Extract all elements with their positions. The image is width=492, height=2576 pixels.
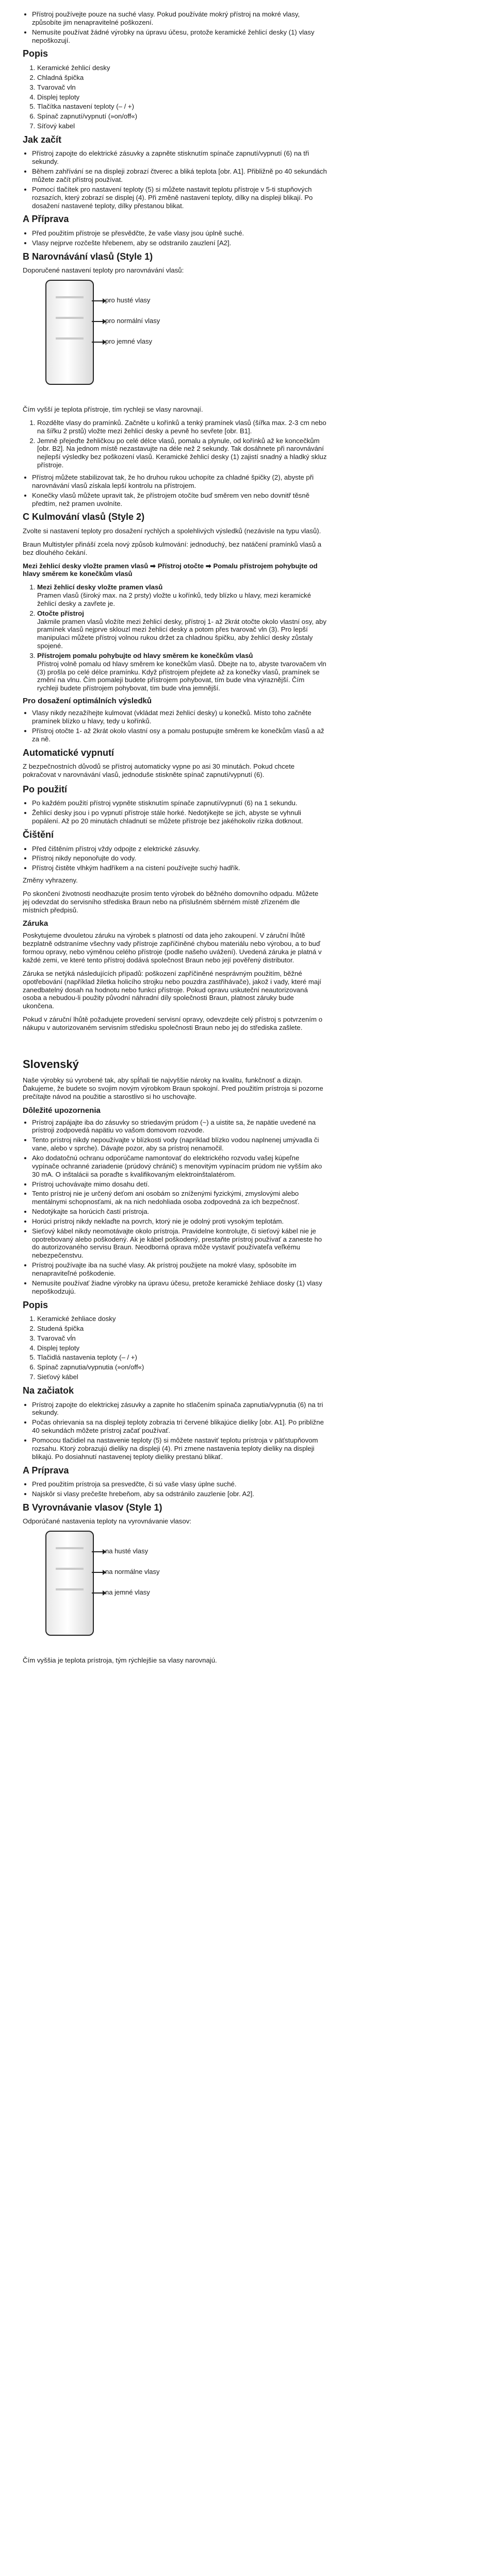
bullet: • Vlasy nikdy nezažíhejte kulmovat (vkládat mezi žehlicí desky) u konečků. Místo toho začněte pramínek blízko u hlavy, tedy u kořínků. xyxy=(32,709,327,725)
bullet: • Pomocou tlačidiel na nastavenie teploty (5) si môžete nastaviť teplotu prístroja v päťstupňovom rozsahu. Ktorý zobrazujú dieliky na displeji (4). Pri zmene nastavenia teploty dieliky na displeji blikajú. Po dosiahnutí nastavenej teploty dieliky prestanú blikať. xyxy=(32,1436,327,1461)
step: 2. Jemně přejeďte žehličkou po celé délce vlasů, pomalu a plynule, od kořínků až ke koncečkům [obr. B2]. Na jednom místě nezastavujte na déle než 2 sekundy. Tak dosáhnete při narovnávání nejlepší výsledky bez poškození vlasů. Keramické žehlicí desky (1) zajistí snadný a hladký skluz přístroje. xyxy=(37,437,327,469)
bullet: • Sieťový kábel nikdy neomotávajte okolo prístroja. Pravidelne kontrolujte, či sieťový kábel nie je opotrebovaný alebo poškodený. Ak je kábel poškodený, prestaňte prístroj používať a zaneste ho do autorizovaného servisu Braun. Neodborná oprava môže vystaviť používateľa veľkému nebezpečenstvu. xyxy=(32,1227,327,1260)
paragraph: Změny vyhrazeny. xyxy=(23,876,78,885)
step-heading: Otočte přístroj xyxy=(37,609,84,617)
intro-text: Doporučené nastavení teploty pro narovnávání vlasů: xyxy=(23,266,184,275)
intro-text: Zvolte si nastavení teploty pro dosažení rychlých a spolehlivých výsledků (nezávisle na typu vlasů). xyxy=(23,527,321,535)
bullet: • Přístroj čistěte vlhkým hadříkem a na cistení používejte suchý hadřík. xyxy=(32,864,327,872)
prep-list xyxy=(23,229,327,247)
bullet: • Tento prístroj nie je určený deťom ani osobám so zníženými fyzickými, zmyslovými alebo mentálnymi schopnosťami, ak na nich nedohliada osoba zodpovedná za ich bezpečnosť. xyxy=(32,1190,327,1206)
eco-paragraph: Po skončení životnosti neodhazujte prosím tento výrobek do běžného domovního odpadu. Můžete jej odevzdat do servisního střediska Braun nebo na příslušném sběrném místě zřízeném dle místních předpisů. xyxy=(23,889,319,914)
temperature-illustration xyxy=(23,280,327,398)
device-icon xyxy=(45,280,94,385)
temp-label: pro jemné vlasy xyxy=(105,337,153,346)
bullet: • Přístroj zapojte do elektrické zásuvky a zapněte stisknutím spínače zapnutí/vypnutí (6) na tři sekundy. xyxy=(32,149,327,166)
parts-list xyxy=(23,1315,327,1381)
bullet: • Ako dodatočnú ochranu odporúčame namontovať do elektrického rozvodu vašej kúpeľne vypínače ochranné zariadenie (prúdový chránič) s menovitým vypínacím prúdom nie vyšším ako 30 mA. O inštalácii sa poraďte s kvalifikovaným elektroinštalatérom. xyxy=(32,1154,327,1179)
step-text: Jakmile pramen vlasů vložíte mezi žehlicí desky, přístroj 1- až 2krát otočte okolo vlastní osy, aby pramínek vlasů nejprve sklouzl mezi žehlicí desky a potom přes tvarovač vln (3). Pro lepší manipulaci můžete přístroj volnou rukou držet za chladnou špičku, aby žehlicí desky zůstaly spojené. xyxy=(37,617,326,650)
bullet: • Přístroj používejte pouze na suché vlasy. Pokud používáte mokrý přístroj na mokré vlasy, způsobíte jim nenapravitelné poškození. xyxy=(32,10,327,27)
warnings-list xyxy=(23,1118,327,1296)
after-use-list xyxy=(23,799,327,825)
section-title: Popis xyxy=(23,1299,48,1310)
section-title: C Kulmování vlasů (Style 2) xyxy=(23,512,145,522)
temp-label: na jemné vlasy xyxy=(105,1588,150,1597)
part-item: 3. Tvarovač vĺn xyxy=(37,1334,327,1343)
part-item: 3. Tvarovač vln xyxy=(37,83,327,92)
paragraph: Z bezpečnostních důvodů se přístroj automaticky vypne po asi 30 minutách. Pokud chcete pokračovat v narovnávání vlasů, jednoduše stiskněte spínač zapnutí/vypnutí (6). xyxy=(23,762,295,778)
bullet: • Počas ohrievania sa na displeji teploty zobrazia tri červené blikajúce dieliky [obr. A1]. Po približne 40 sekundách môžete prístroj začať používať. xyxy=(32,1418,327,1435)
bullet: • Nemusíte používat žádné výrobky na úpravu účesu, protože keramické žehlicí desky (1) vlasy nepoškozují. xyxy=(32,28,327,45)
paragraph: Pokud v záruční lhůtě požadujete provedení servisní opravy, odevzdejte celý přístroj s potvrzením o nákupu v autorizovaném servisním středisku společnosti Braun nebo jej do střediska zašlete. xyxy=(23,1015,323,1031)
bullet: • Nemusíte používať žiadne výrobky na úpravu účesu, pretože keramické žehliace dosky (1) vlasy nepoškodzujú. xyxy=(32,1279,327,1296)
bullet: • Před čištěním přístroj vždy odpojte z elektrické zásuvky. xyxy=(32,845,327,853)
bullet: • Prístroj používajte iba na suché vlasy. Ak prístroj použijete na mokré vlasy, spôsobíte im nenapraviteľné poškodenie. xyxy=(32,1261,327,1278)
section-title: Automatické vypnutí xyxy=(23,747,114,758)
section-title: Popis xyxy=(23,48,48,59)
step xyxy=(37,583,327,608)
paragraph: Záruka se netýká následujících případů: poškození zapříčiněné nesprávným použitím, běžné opotřebování (například žiletka holicího strojku nebo pouzdra zastřihávače), jakož i vady, které mají zanedbatelný dosah na hodnotu nebo funkci přístroje. Pokud opravu uskuteční neautorizovaná osoba a nebudou-li použity původní náhradní díly společnosti Braun, platnost záruky bude ukončena. xyxy=(23,969,321,1010)
device-icon xyxy=(45,1531,94,1636)
temp-label: pro husté vlasy xyxy=(105,296,151,304)
bullet: • Před použitím přístroje se přesvědčte, že vaše vlasy jsou úplně suché. xyxy=(32,229,327,238)
bullet: • Po každém použití přístroj vypněte stisknutím spínače zapnutí/vypnutí (6) na 1 sekundu. xyxy=(32,799,327,807)
section-title: Jak začít xyxy=(23,134,62,145)
part-item: 2. Chladná špička xyxy=(37,74,327,82)
temp-label: na normálne vlasy xyxy=(105,1568,160,1576)
warranty-title: Záruka xyxy=(23,919,48,928)
paragraph: Braun Multistyler přináší zcela nový způsob kulmování: jednoduchý, bez natáčení pramínků vlasů a bez dlouhého čekání. xyxy=(23,540,322,556)
section-title: B Narovnávání vlasů (Style 1) xyxy=(23,251,153,262)
start-list xyxy=(23,1401,327,1461)
section-title: B Vyrovnávanie vlasov (Style 1) xyxy=(23,1502,162,1513)
step xyxy=(37,609,327,650)
temperature-illustration xyxy=(23,1531,327,1649)
bullet: • Prístroj uchovávajte mimo dosahu detí. xyxy=(32,1180,327,1189)
bullet: • Přístroj nikdy neponořujte do vody. xyxy=(32,854,327,862)
bullet: • Žehlicí desky jsou i po vypnutí přístroje stále horké. Nedotýkejte se jich, abyste se vyhnuli popálení. Až po 20 minutách chladnutí se můžete přístroje bez jakéhokoliv rizika dotknout. xyxy=(32,809,327,825)
top-bullets xyxy=(23,10,327,44)
part-item: 6. Spínač zapnutí/vypnutí (»on/off«) xyxy=(37,112,327,121)
section-title: Na začiatok xyxy=(23,1385,74,1396)
bullet: • Pred použitím prístroja sa presvedčte, či sú vaše vlasy úplne suché. xyxy=(32,1480,327,1488)
cleaning-list xyxy=(23,845,327,873)
bold-paragraph: Mezi žehlicí desky vložte pramen vlasů ➡ Přístroj otočte ➡ Pomalu přístrojem pohybujte od hlavy směrem ke konečkům vlasů xyxy=(23,562,318,578)
content-column xyxy=(23,10,327,1670)
step: 1. Rozdělte vlasy do pramínků. Začněte u kořínků a tenký pramínek vlasů (šířka max. 2-3 cm nebo na šířku 2 prstů) vložte mezi žehlicí desky a pevně ho sevřete [obr. B1]. xyxy=(37,419,327,435)
bullet: • Přístroj můžete stabilizovat tak, že ho druhou rukou uchopíte za chladné špičky (2), abyste při narovnávání vlasů získala lepší kontrolu na přístrojem. xyxy=(32,473,327,490)
temp-label: pro normální vlasy xyxy=(105,317,160,325)
bullet: • Během zahřívání se na displeji zobrazí čtverec a bliká teplota [obr. A1]. Přibližně po 40 sekundách můžete začít přístroj používat. xyxy=(32,167,327,184)
step-heading: Mezi žehlicí desky vložte pramen vlasů xyxy=(37,583,163,591)
temp-label: na husté vlasy xyxy=(105,1547,149,1555)
tips-list xyxy=(23,709,327,743)
start-list xyxy=(23,149,327,210)
parts-list xyxy=(23,64,327,130)
bullet: • Přístroj otočte 1- až 2krát okolo vlastní osy a pomalu postupujte směrem ke konečkům vlasů a až za ně. xyxy=(32,727,327,743)
extra-list xyxy=(23,473,327,507)
intro-text: Odporúčané nastavenia teploty na vyrovnávanie vlasov: xyxy=(23,1517,191,1526)
warnings-title: Dôležité upozornenia xyxy=(23,1106,101,1115)
bullet: • Najskôr si vlasy prečešte hrebeňom, aby sa odstránilo zauzlenie [obr. A2]. xyxy=(32,1490,327,1498)
part-item: 7. Síťový kabel xyxy=(37,122,327,130)
step-heading: Přístrojem pomalu pohybujte od hlavy směrem ke konečkům vlasů xyxy=(37,651,253,659)
step xyxy=(37,652,327,692)
bullet: • Prístroj zapájajte iba do zásuvky so striedavým prúdom (~) a uistite sa, že napätie uvedené na prístroji zodpovedá napätiu vo vašom domovom rozvode. xyxy=(32,1118,327,1135)
steps-list xyxy=(23,419,327,469)
section-title: A Príprava xyxy=(23,1465,69,1476)
paragraph: Poskytujeme dvouletou záruku na výrobek s platností od data jeho zakoupení. V záruční lhůtě bezplatně odstraníme všechny vady přístroje zapříčiněné chybou materiálu nebo výrobou, a to buď formou opravy, nebo výměnou celého přístroje (podle našeho uvážení). Uvedená záruka je platná v každé zemi, ve které tento přístroj dodává společnost Braun nebo její pověřený distributor. xyxy=(23,931,322,964)
bullet: • Konečky vlasů můžete upravit tak, že přístrojem otočíte buď směrem ven nebo dovnitř těsně předtím, než pramen uvolníte. xyxy=(32,492,327,508)
curl-steps xyxy=(23,583,327,692)
part-item: 2. Studená špička xyxy=(37,1325,327,1333)
bullet: • Horúci prístroj nikdy neklaďte na povrch, ktorý nie je odolný proti vysokým teplotám. xyxy=(32,1217,327,1226)
part-item: 5. Tlačítka nastavení teploty (– / +) xyxy=(37,103,327,111)
step-text: Přístroj volně pomalu od hlavy směrem ke konečkům vlasů. Dbejte na to, abyste tvarovačem vln (3) prošla po celé délce pramínku. Když přístrojem přejdete až za konečky vlasů, pramínek se změní na vlnu. Čím pomaleji budete přístrojem pohybovat, tím bude vlna výraznější. Čím rychleji budete přístrojem pohybovat, tím bude vlna jemnější. xyxy=(37,659,326,692)
section-title: Po použití xyxy=(23,784,67,794)
part-item: 6. Spínač zapnutia/vypnutia (»on/off«) xyxy=(37,1363,327,1371)
note-text: Čím vyšší je teplota přístroje, tím rychleji se vlasy narovnají. xyxy=(23,405,203,414)
bullet: • Pomocí tlačítek pro nastavení teploty (5) si můžete nastavit teplotu přístroje v 5-ti stupňových rozsazích, který zobrazí se displej (4). Při změně nastavení teploty, dílky na displeji blikají. Po dosažení nastavené teploty, dílky přestanou blikat. xyxy=(32,185,327,210)
part-item: 1. Keramické žehlicí desky xyxy=(37,64,327,72)
tips-title: Pro dosažení optimálních výsledků xyxy=(23,697,152,706)
bullet: • Tento prístroj nikdy nepoužívajte v blízkosti vody (napríklad blízko vodou naplnenej umývadla či vane, alebo v sprche). Dávajte pozor, aby sa prístroj nenamočil. xyxy=(32,1136,327,1153)
step-text: Pramen vlasů (široký max. na 2 prsty) vložte u kořínků, tedy blízko u hlavy, mezi keramické žehlicí desky a zavřete je. xyxy=(37,591,311,607)
part-item: 1. Keramické žehliace dosky xyxy=(37,1315,327,1323)
intro-paragraph: Naše výrobky sú vyrobené tak, aby spĺňali tie najvyššie nároky na kvalitu, funkčnosť a dizajn. Ďakujeme, že budete so svojim novým výrobkom Braun spokojní. Pred použitím prístroja si pozorne prečítajte návod na použitie a starostlivo si ho uschovajte. xyxy=(23,1076,323,1100)
section-title: A Příprava xyxy=(23,214,69,225)
bullet: • Nedotýkajte sa horúcich častí prístroja. xyxy=(32,1208,327,1216)
part-item: 5. Tlačidlá nastavenia teploty (– / +) xyxy=(37,1353,327,1362)
bullet: • Prístroj zapojte do elektrickej zásuvky a zapnite ho stlačením spínača zapnutia/vypnutia (6) na tri sekundy. xyxy=(32,1401,327,1417)
prep-list xyxy=(23,1480,327,1498)
section-title: Čištění xyxy=(23,829,54,840)
bullet: • Vlasy nejprve rozčešte hřebenem, aby se odstranilo zauzlení [A2]. xyxy=(32,239,327,247)
part-item: 4. Displej teploty xyxy=(37,1344,327,1352)
note-text: Čím vyššia je teplota prístroja, tým rýchlejšie sa vlasy narovnajú. xyxy=(23,1656,217,1665)
language-title: Slovenský xyxy=(23,1057,79,1071)
part-item: 4. Displej teploty xyxy=(37,93,327,101)
part-item: 7. Sieťový kábel xyxy=(37,1373,327,1381)
